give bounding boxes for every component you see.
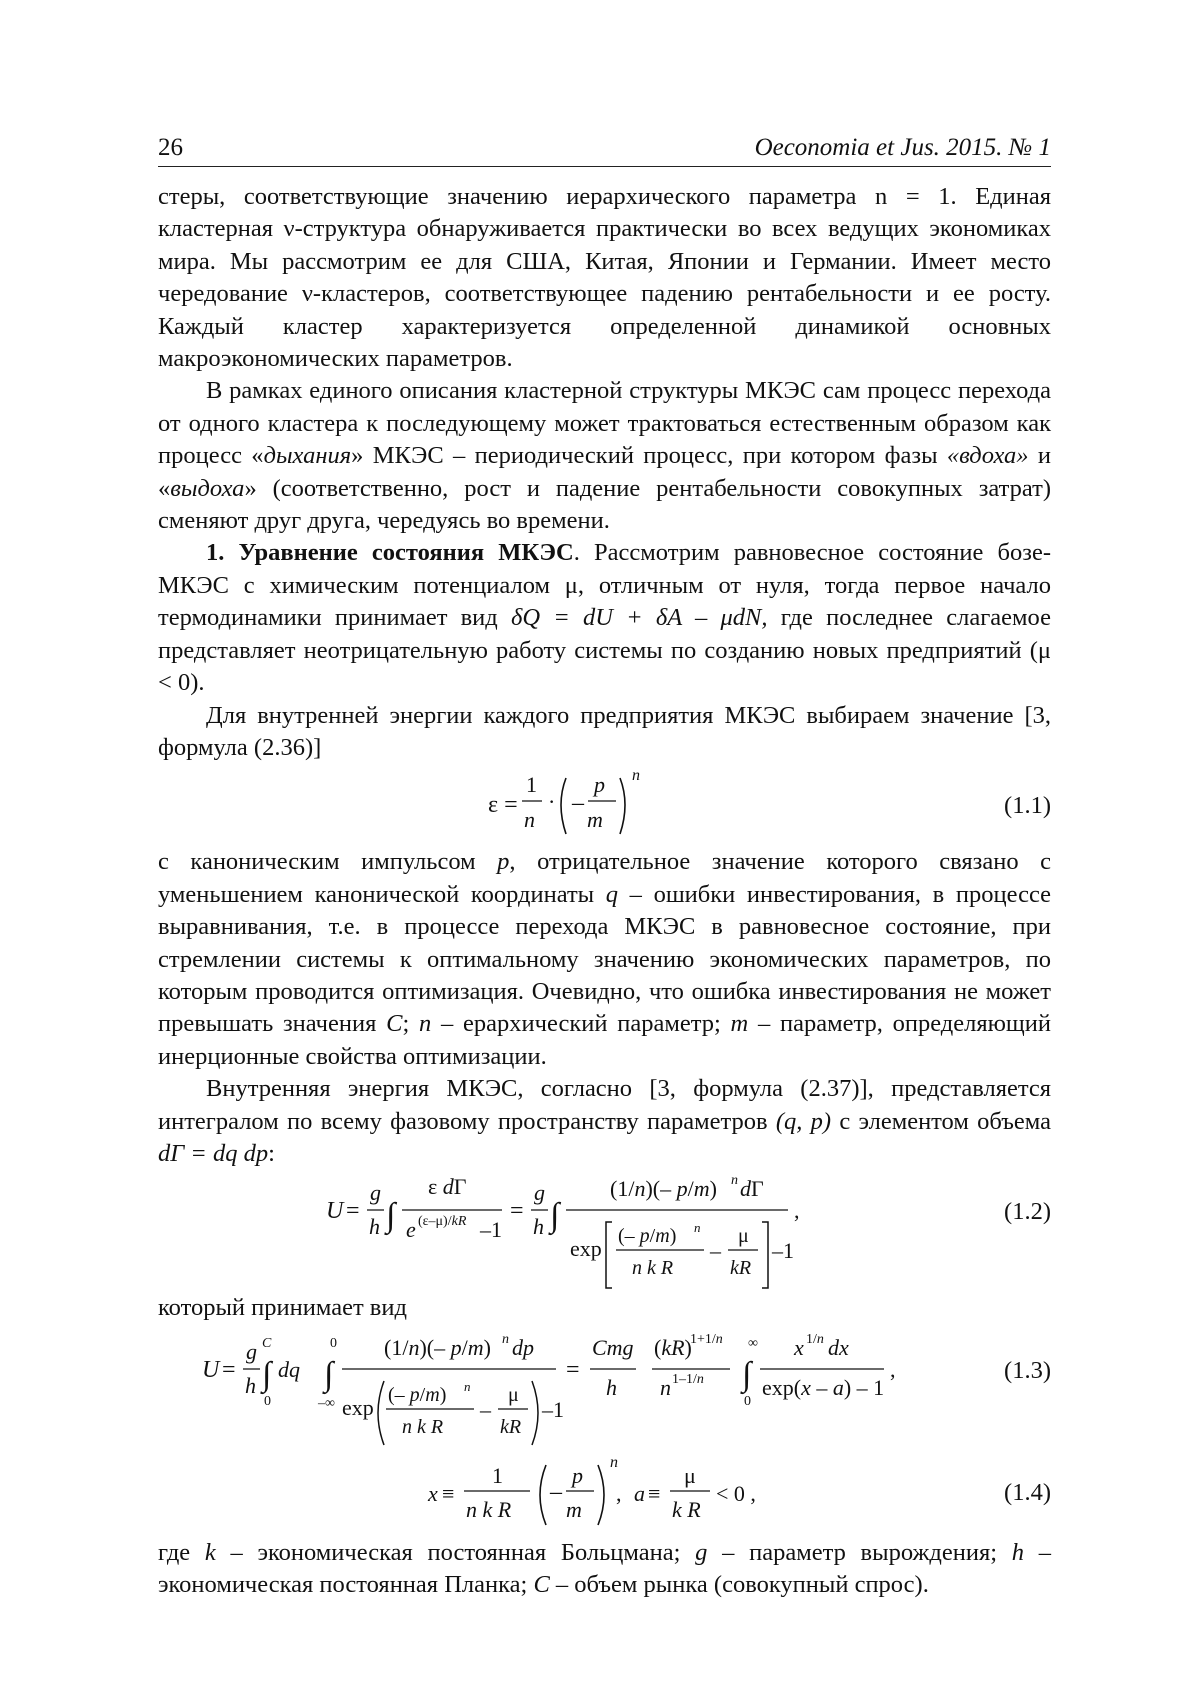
svg-text:p: p — [572, 1462, 583, 1488]
equation-1-2-graphic — [158, 1170, 1051, 1292]
article-body — [158, 181, 1051, 1602]
svg-text:–: – — [550, 1478, 562, 1505]
svg-text:n k R: n k R — [466, 1496, 512, 1522]
svg-text:μ: μ — [684, 1462, 696, 1488]
svg-text:(1/n)(– p/m): (1/n)(– p/m) — [384, 1334, 491, 1360]
svg-text:1: 1 — [526, 772, 537, 798]
paragraph-state-equation: 1. Уравнение состояния МКЭС. Рассмотрим равновесное состояние бозе-МКЭС с химическим потенциалом μ, отличным от нуля, тогда первое начало термодинамики принимает вид δQ = dU + δA – μdN, где последнее слагаемое представляет неотрицательную работу системы по созданию новых предприятий (μ < 0). — [158, 539, 1051, 697]
svg-text:–1: –1 — [480, 1217, 502, 1243]
svg-text:∫: ∫ — [742, 1355, 752, 1393]
svg-text:n: n — [731, 1173, 738, 1189]
svg-text:·: · — [548, 789, 556, 815]
page-number: 26 — [158, 134, 183, 161]
equation-1-3-graphic — [158, 1325, 1051, 1453]
svg-text:n k R: n k R — [402, 1415, 444, 1438]
equation-number: (1.3) — [1004, 1356, 1051, 1384]
svg-text:x: x — [794, 1334, 804, 1360]
equation-1-3 — [158, 1325, 1051, 1453]
svg-text:–1: –1 — [772, 1238, 794, 1264]
svg-text:dΓ: dΓ — [740, 1176, 764, 1202]
svg-text:n: n — [524, 807, 535, 833]
paragraph-phase-integral: Внутренняя энергия МКЭС, согласно [3, формула (2.37)], представляется интегралом по всему фазовому пространству параметров (q, p) с элементом объема dΓ = dq dp: — [158, 1075, 1051, 1167]
svg-text:(kR): (kR) — [654, 1334, 692, 1360]
svg-text:,: , — [616, 1480, 622, 1506]
paragraph-internal-energy: Для внутренней энергии каждого предприятия МКЭС выбираем значение [3, формула (2.36)] — [158, 701, 1051, 761]
svg-text:–: – — [710, 1238, 721, 1264]
svg-text:1: 1 — [492, 1462, 503, 1488]
svg-text:U: U — [202, 1356, 220, 1383]
svg-text:n: n — [694, 1220, 701, 1236]
svg-text:1+1/n: 1+1/n — [690, 1331, 723, 1347]
svg-text:–: – — [572, 790, 584, 817]
svg-text:(– p/m): (– p/m) — [618, 1225, 677, 1248]
svg-text:exp: exp — [342, 1394, 374, 1420]
svg-text:∫: ∫ — [386, 1197, 396, 1235]
svg-text:a: a — [634, 1480, 645, 1506]
svg-text:dq: dq — [278, 1356, 300, 1382]
equation-number: (1.4) — [1004, 1478, 1051, 1506]
svg-text:1–1/n: 1–1/n — [672, 1371, 704, 1387]
svg-text:(ε–μ)/kR: (ε–μ)/kR — [418, 1214, 467, 1230]
svg-text:0: 0 — [264, 1393, 271, 1409]
svg-text:–: – — [480, 1396, 491, 1422]
section-heading: 1. Уравнение состояния МКЭС — [206, 539, 574, 567]
equation-1-1-graphic — [158, 764, 1051, 846]
equation-1-2 — [158, 1170, 1051, 1292]
svg-text:∫: ∫ — [324, 1355, 334, 1393]
paragraph-clusters: стеры, соответствующие значению иерархического параметра n = 1. Единая кластерная ν-структура обнаруживается практически во всех ведущих экономиках мира. Мы рассмотрим ее для США, Китая, Японии и Германии. Имеет место чередование ν-кластеров, соответствующее падению рентабельности и ее росту. Каждый кластер характеризуется определенной динамикой основных макроэкономических параметров. — [158, 183, 1051, 373]
svg-text:kR: kR — [730, 1257, 752, 1280]
running-header — [158, 128, 1051, 167]
svg-text:–1: –1 — [542, 1396, 564, 1422]
svg-text:,: , — [890, 1356, 896, 1382]
svg-text:exp: exp — [570, 1236, 602, 1262]
svg-text:ε =: ε = — [488, 792, 518, 819]
svg-text:n: n — [610, 1453, 618, 1471]
svg-text:k R: k R — [672, 1496, 701, 1522]
equation-number: (1.1) — [1004, 792, 1051, 820]
svg-text:n: n — [464, 1378, 471, 1394]
equation-1-4-graphic — [158, 1453, 1051, 1537]
svg-text:kR: kR — [500, 1415, 522, 1438]
svg-text:=: = — [566, 1356, 580, 1383]
svg-text:0: 0 — [330, 1335, 337, 1351]
svg-text:n: n — [632, 767, 640, 785]
svg-text:(– p/m): (– p/m) — [388, 1383, 447, 1406]
svg-text:exp(x – a) – 1: exp(x – a) – 1 — [762, 1374, 885, 1400]
paragraph-canonical-momentum: с каноническим импульсом p, отрицательное значение которого связано с уменьшением канонической координаты q – ошибки инвестирования, в процессе выравнивания, т.е. в процессе перехода МКЭС в равновесное состояние, при стремлении системы к оптимальному значению экономических параметров, по которым проводится оптимизация. Очевидно, что ошибка инвестирования не может превышать значения C; n – ерархический параметр; m – параметр, определяющий инерционные свойства оптимизации. — [158, 848, 1052, 1070]
svg-text:≡: ≡ — [648, 1480, 661, 1506]
svg-text:dx: dx — [828, 1334, 849, 1360]
first-law-formula: δQ = dU + δA – μdN, — [510, 604, 768, 632]
svg-text:,: , — [794, 1198, 800, 1224]
svg-text:g: g — [370, 1180, 381, 1206]
svg-text:≡: ≡ — [442, 1480, 455, 1506]
svg-text:h: h — [606, 1374, 617, 1400]
svg-text:h: h — [245, 1372, 256, 1398]
svg-text:p: p — [594, 772, 605, 798]
svg-text:n k R: n k R — [632, 1257, 674, 1280]
svg-text:μ: μ — [738, 1225, 749, 1248]
svg-text:x: x — [428, 1480, 438, 1506]
svg-text:=: = — [346, 1198, 360, 1225]
paragraph-definitions: где k – экономическая постоянная Больцмана; g – параметр вырождения; h – экономическая постоянная Планка; C – объем рынка (совокупный спрос). — [158, 1538, 1052, 1599]
svg-text:0: 0 — [744, 1393, 751, 1409]
paragraph-breathing: В рамках единого описания кластерной структуры МКЭС сам процесс перехода от одного кластера к последующему может трактоваться естественным образом как процесс «дыхания» МКЭС – периодический процесс, при котором фазы «вдоха» и «выдоха» (соответственно, рост и падение рентабельности совокупных затрат) сменяют друг друга, чередуясь во времени. — [158, 377, 1051, 535]
svg-text:g: g — [246, 1338, 257, 1364]
svg-text:C: C — [262, 1335, 272, 1351]
svg-text:∫: ∫ — [262, 1355, 272, 1393]
svg-text:Cmg: Cmg — [592, 1334, 634, 1360]
svg-text:h: h — [369, 1214, 380, 1240]
svg-text:–∞: –∞ — [318, 1395, 335, 1411]
svg-text:dp: dp — [512, 1334, 534, 1360]
svg-text:=: = — [510, 1198, 524, 1225]
svg-text:∫: ∫ — [550, 1197, 560, 1235]
equation-number: (1.2) — [1004, 1198, 1051, 1226]
svg-text:h: h — [533, 1214, 544, 1240]
journal-title: Oeconomia et Jus. 2015. № 1 — [754, 134, 1051, 161]
equation-1-4 — [158, 1453, 1051, 1537]
svg-text:m: m — [566, 1496, 582, 1522]
svg-text:(1/n)(– p/m): (1/n)(– p/m) — [610, 1176, 717, 1202]
svg-text:m: m — [587, 807, 603, 833]
svg-text:μ: μ — [508, 1383, 519, 1406]
svg-text:=: = — [222, 1356, 236, 1383]
svg-text:n: n — [502, 1331, 509, 1347]
equation-1-1 — [158, 764, 1051, 846]
svg-text:e: e — [406, 1217, 416, 1243]
svg-text:< 0 ,: < 0 , — [716, 1480, 756, 1506]
svg-text:n: n — [660, 1374, 671, 1400]
svg-text:U: U — [326, 1198, 344, 1225]
svg-text:∞: ∞ — [748, 1335, 758, 1351]
paragraph-which-takes-form: который принимает вид — [158, 1294, 407, 1322]
svg-text:ε dΓ: ε dΓ — [428, 1174, 467, 1200]
page — [158, 128, 1051, 1602]
svg-text:g: g — [534, 1180, 545, 1206]
svg-text:1/n: 1/n — [806, 1331, 824, 1347]
